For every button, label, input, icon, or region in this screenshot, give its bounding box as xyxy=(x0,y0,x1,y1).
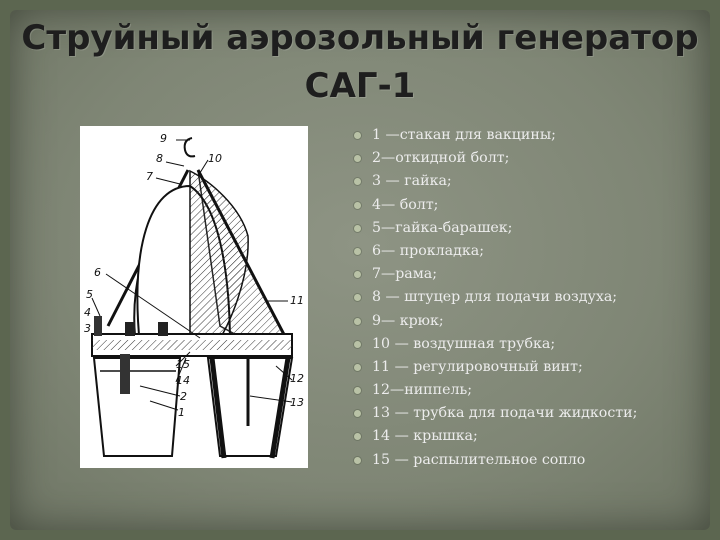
bullet-icon xyxy=(354,294,361,301)
bullet-icon xyxy=(354,155,361,162)
legend-item xyxy=(352,449,702,472)
legend-item-text: 13 — трубка для подачи жидкости; xyxy=(372,405,638,422)
part-label-5: 5 xyxy=(86,288,93,301)
part-label-13: 13 xyxy=(290,396,304,409)
parts-legend xyxy=(352,124,702,472)
bullet-icon xyxy=(354,132,361,139)
bullet-icon xyxy=(354,178,361,185)
legend-item-text: 12—ниппель; xyxy=(372,382,472,399)
slide-title xyxy=(0,14,720,110)
generator-diagram xyxy=(80,126,308,468)
bullet-icon xyxy=(354,457,361,464)
bolt-left xyxy=(94,316,102,336)
legend-item-text: 3 — гайка; xyxy=(372,173,452,190)
part-label-3: 3 xyxy=(84,322,91,335)
bullet-icon xyxy=(354,318,361,325)
bullet-icon xyxy=(354,248,361,255)
legend-item-text: 14 — крышка; xyxy=(372,428,478,445)
legend-item xyxy=(352,379,702,402)
bullet-icon xyxy=(354,271,361,278)
part-label-14: 14 xyxy=(176,374,190,387)
legend-item-text: 2—откидной болт; xyxy=(372,150,510,167)
legend-item xyxy=(352,124,702,147)
bullet-icon xyxy=(354,410,361,417)
legend-item xyxy=(352,333,702,356)
part-label-15: 15 xyxy=(176,358,190,371)
nozzle-body xyxy=(120,354,130,394)
legend-item-text: 11 — регулировочный винт; xyxy=(372,358,583,375)
bullet-icon xyxy=(354,364,361,371)
legend-item xyxy=(352,147,702,170)
nut-left xyxy=(125,322,135,336)
part-label-10: 10 xyxy=(208,152,222,165)
part-label-11: 11 xyxy=(290,294,304,307)
legend-item xyxy=(352,310,702,333)
bullet-icon xyxy=(354,225,361,232)
hook-shape xyxy=(185,138,195,156)
bullet-icon xyxy=(354,433,361,440)
title-line-2: САГ-1 xyxy=(304,66,416,106)
legend-item-text: 7—рама; xyxy=(372,266,438,283)
legend-item xyxy=(352,170,702,193)
part-label-9: 9 xyxy=(160,132,167,145)
legend-item xyxy=(352,356,702,379)
legend-item xyxy=(352,194,702,217)
bullet-icon xyxy=(354,341,361,348)
part-label-1: 1 xyxy=(178,406,185,419)
legend-item-text: 5—гайка-барашек; xyxy=(372,219,513,236)
part-label-6: 6 xyxy=(94,266,101,279)
part-label-12: 12 xyxy=(290,372,304,385)
legend-item xyxy=(352,402,702,425)
legend-item-text: 10 — воздушная трубка; xyxy=(372,335,556,352)
part-label-8: 8 xyxy=(156,152,163,165)
part-label-2: 2 xyxy=(180,390,187,403)
legend-item-text: 4— болт; xyxy=(372,196,439,213)
legend-item-text: 8 — штуцер для подачи воздуха; xyxy=(372,289,618,306)
bullet-icon xyxy=(354,387,361,394)
part-label-4: 4 xyxy=(84,306,91,319)
legend-item xyxy=(352,425,702,448)
legend-item-text: 1 —стакан для вакцины; xyxy=(372,127,556,143)
title-line-1: Струйный аэрозольный генератор xyxy=(21,18,699,58)
cover-hatch xyxy=(92,340,292,350)
legend-item xyxy=(352,263,702,286)
nut-center xyxy=(158,322,168,336)
legend-item xyxy=(352,240,702,263)
legend-item xyxy=(352,286,702,309)
legend-item-text: 9— крюк; xyxy=(372,312,444,329)
legend-item-text: 15 — распылительное сопло xyxy=(372,451,586,468)
legend-item xyxy=(352,217,702,240)
bullet-icon xyxy=(354,202,361,209)
generator-drawing xyxy=(80,126,308,468)
legend-item-text: 6— прокладка; xyxy=(372,242,484,259)
part-label-7: 7 xyxy=(146,170,153,183)
